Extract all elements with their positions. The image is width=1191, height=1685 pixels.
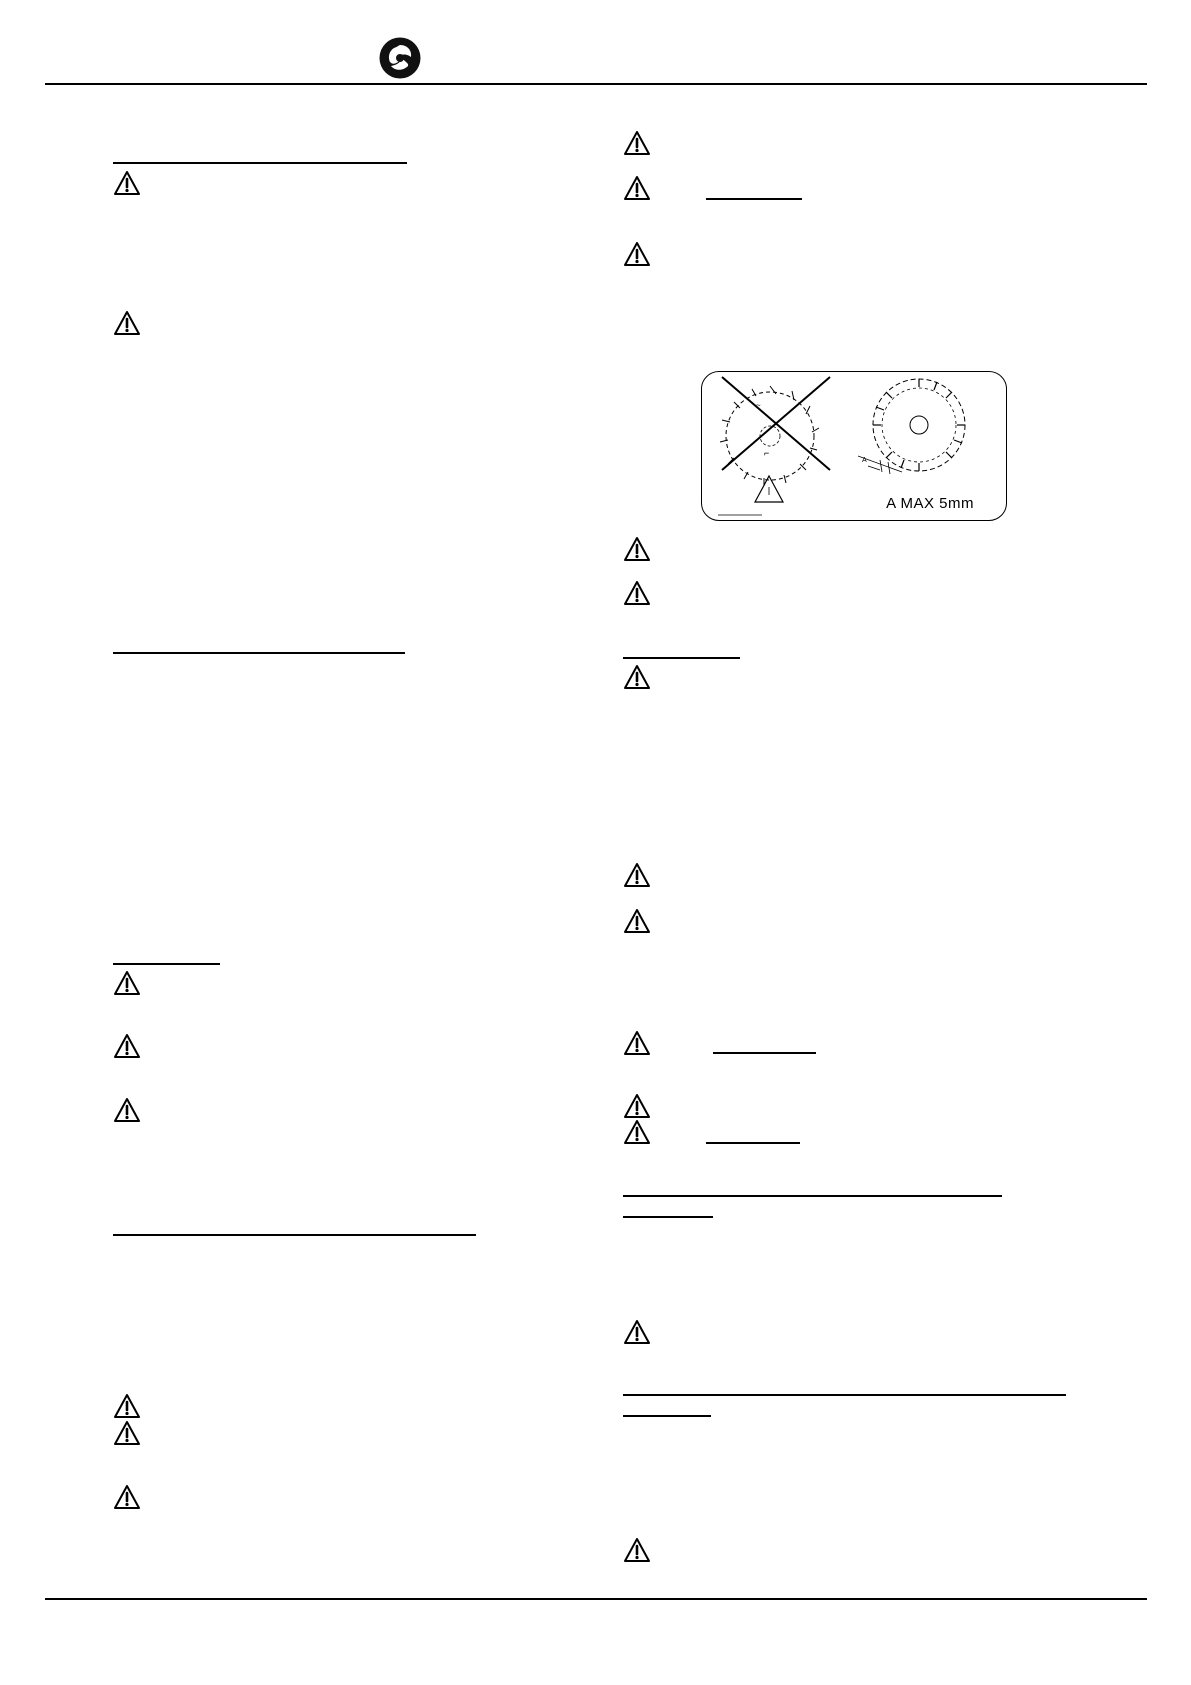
warning-triangle-icon <box>623 130 651 156</box>
warning-triangle-icon <box>623 1119 651 1145</box>
warning-triangle-icon <box>113 1393 141 1419</box>
warning-triangle-icon <box>623 1093 651 1119</box>
warning-triangle-icon <box>113 1484 141 1510</box>
section-heading-underline <box>623 657 740 659</box>
warning-triangle-icon <box>623 862 651 888</box>
inline-underline <box>706 1142 800 1144</box>
section-heading-underline <box>623 1415 711 1417</box>
inline-underline <box>706 198 802 200</box>
warning-triangle-icon <box>113 1420 141 1446</box>
section-heading-underline <box>623 1195 1002 1197</box>
warning-triangle-icon <box>113 310 141 336</box>
header-logo <box>378 36 422 80</box>
warning-triangle-icon <box>623 1537 651 1563</box>
svg-text:~: ~ <box>756 401 761 410</box>
header-rule <box>45 83 1147 85</box>
section-heading-underline <box>113 1234 476 1236</box>
warning-triangle-icon <box>623 1030 651 1056</box>
section-heading-underline <box>623 1394 1066 1396</box>
inline-underline <box>713 1052 816 1054</box>
section-heading-underline <box>113 162 407 164</box>
warning-triangle-icon <box>623 580 651 606</box>
warning-triangle-icon <box>113 970 141 996</box>
svg-text:A: A <box>862 457 867 464</box>
brand-swirl-logo-icon <box>378 36 422 80</box>
warning-triangle-icon <box>623 908 651 934</box>
section-heading-underline <box>113 963 220 965</box>
warning-triangle-icon <box>623 175 651 201</box>
saw-blade-figure <box>701 371 1007 521</box>
svg-text:⌐: ⌐ <box>764 448 770 458</box>
footer-rule <box>45 1598 1147 1600</box>
warning-triangle-icon <box>623 664 651 690</box>
warning-triangle-icon <box>623 1319 651 1345</box>
figure-caption: A MAX 5mm <box>886 495 974 512</box>
warning-triangle-icon <box>113 1097 141 1123</box>
warning-triangle-icon <box>113 1033 141 1059</box>
section-heading-underline <box>113 652 405 654</box>
section-heading-underline <box>623 1216 713 1218</box>
warning-triangle-icon <box>113 170 141 196</box>
warning-triangle-icon <box>623 241 651 267</box>
warning-triangle-icon <box>623 536 651 562</box>
